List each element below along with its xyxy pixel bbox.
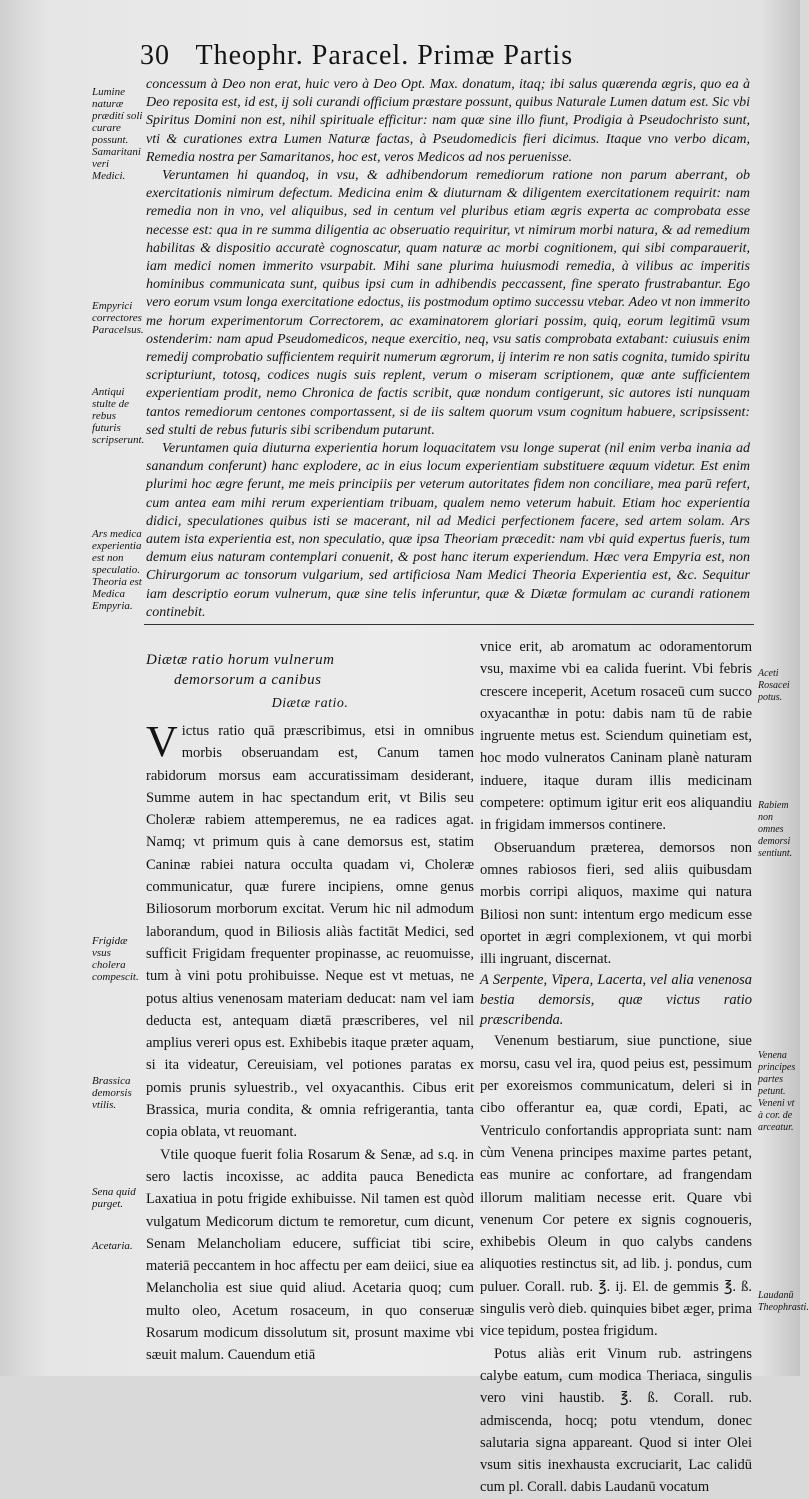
paragraph	[146, 717, 474, 1144]
margin-note: Aceti Rosacei potus.	[758, 668, 790, 703]
margin-note: Antiqui stulte de rebus futuris scripserunt.	[92, 386, 145, 446]
top-text-block	[146, 76, 750, 622]
section-divider	[144, 624, 754, 625]
margin-note: Lumine naturæ prædití soli curare possunt. Samaritani veri Medici.	[92, 86, 143, 182]
section-subheading: Diætæ ratio.	[271, 696, 349, 711]
section-subheading: A Serpente, Vipera, Lacerta, vel alia venenosa bestia demorsis, quæ victus ratio præscribenda.	[480, 972, 752, 1029]
margin-note: Sena quid purget.	[92, 1186, 136, 1210]
left-column	[146, 650, 474, 1367]
paragraph-text: ictus ratio quā præscribimus, etsi in omnibus morbis obseruandam est, Canum tamen rabidorum morsus eam accuratissimam desiderant, Summe autem in hac spectandum erit, vt Bilis seu Choleræ rabiem attemperemus, ne ea radices agat. Namq; vt primum quis à cane demorsus est, statim Caninæ rabiei natura occulta quadam vi, Choleræ communicatur, quæ furere incipiens, omne genus Biliosorum morborum excitat. Verum hic nil admodum laborandum, quod in Biliosis aliàs factitāt Medici, sed sufficit Frigidam frequenter propinasse, ac reuomuisse, tum à vini potu prohibuisse. Neque est vt metuas, ne potus altius venenosam materiam deducat: nam vel iam deducta est, antequam diætā præscriberes, vel nil amplius vereri opus est. Exhibebis itaque præter aquam, si ita videatur, Cereuisiam, vel potiones paratas ex pomis prunis syluestrib., vel oxyacanthis. Cibus erit Brassica, muria condita, & omnia refrigerantia, tanta copia oblata, vt reuomant.	[146, 723, 474, 1141]
margin-note: Rabiem non omnes demorsi sentiunt.	[758, 800, 793, 859]
paragraph: Venenum bestiarum, siue punctione, siue morsu, casu vel ira, quod peius est, pessimum per exoreismos communicatum, deleri si in cibo offerantur ea, quæ cordi, Epati, ac Ventriculo confortandis appropriata sunt: nam cùm Venena principes maxime partes petant, eas munire ac confortare, ad frangendam illorum malitiam necesse erit. Quare vbi venenum Cor petere ex signis cognoueris, exhibebis Oleum in quo calybs candens aliquoties restinctus sit, ad lib. j. pondus, cum puluer. Corall. rub. ℥. ij. El. de gemmis ℥. ß. singulis verò dieb. quinquies bibet æger, prima vice tepidum, postea frigidum.	[480, 1033, 752, 1340]
page-number: 30	[140, 40, 170, 71]
paragraph: Vtile quoque fuerit folia Rosarum & Senæ, ad s.q. in sero lactis incoxisse, ac addita pauca Benedicta Laxatiua in potu frigide exhibuisse. Nil tamen est quòd vulgatum Medicorum dictum te remoretur, cum dicunt, Senam Melancholiam educere, sufficiat tibi scire, materiā peccantem in hoc affectu per eam deiici, siue ea Melancholia est siue quid aliud. Acetaria quoq; cum multo oleo, Acetum rosaceum, in quo conseruæ Rosarum modicum dissolutum sit, prosunt maxime vbi sæuit malum. Cauendum etiā	[146, 1146, 474, 1364]
margin-note: Empyrici correctores Paracelsus.	[92, 300, 144, 336]
paragraph: Veruntamen hi quandoq, in vsu, & adhibendorum remediorum ratione non parum aberrant, ob exercitationis nimirum defectum. Medicina enim & diuturnam & diligentem exercitationem requirit: nam remedia non in vno, vel aliquibus, sed in centum vel pluribus etiam ægris experta ac comprobata esse necesse est: qua in re summa diligentia ac obseruatio requiritur, vt nimirum morbi natura, & ad remedium habilitas & dispositio accuratè cognoscatur, quam naturæ ac morbi cognitionem, qui sibi comparauerit, iam medici nomen immerito vsurpabit. Mihi sane plurima huiusmodi remedia, à vilibus ac imperitis hominibus communicata sunt, quibus ipsi cum in adhibendis peccassent, fine sperato frustrabantur. Ego vero eorum vsum longa exercitatione edoctus, iis postmodum optimo successu vtebar. Adeo vt non immerito me horum experimentorum Correctorem, ac examinatorem gloriari possim, quiq, eorum legitimū vsum ostenderim: nam apud Pseudomedicos, neque exercitio, neq, vsu satis comprobata extabant: cuiusuis enim remedij comprobatio sufficientem requirit numerum ægrorum, ij interim re non satis cognita, tumido spiritu scripturiunt, totosq, codices nugis suis replent, verum o miseram scriptionem, quæ ante sufficientem experientiam prodit, nemo Chronica de factis scribit, quæ nondum contigerunt, sic autores isti nunquam tantos remediorum centones comportassent, si de iis saltem quorum vsum cognitum habuere, scripsissent: sed stulti de rebus futuris sibi scribendum putarunt.	[146, 168, 750, 438]
paragraph: vnice erit, ab aromatum ac odoramentorum vsu, maxime vbi ea calida fuerint. Vbi febris crescere inceperit, Acetum rosaceū cum succo oxyacanthæ in potu: dabis nam tū de rabie ingruente metus est. Sciendum quinetiam est, hoc modo vulneratos Caninam planè naturam induere, itaque duram illis medicinam competere: optimum igitur erit eos aliquandiu in frigidam immersos continere.	[480, 639, 752, 834]
paragraph: Veruntamen quia diuturna experientia horum loquacitatem vsu longe superat (nil enim verba inania ad sanandum conferunt) hanc explodere, ac in eius locum experientiam substituere æquum videtur. Est enim plurimi hoc ægre ferunt, me meis principiis per veterum autoritates fidem non conciliare, mea parū refert, cum antea eam mihi rerum experientiam tribuam, qualem nemo veterum habuit. Etiam hoc experientia didici, speculationes quibus isti se macerant, nil ad Medici perfectionem facere, sed artem solam. Ars autem ista experientia est, non speculatio, quæ ipsa Theoriam præcedit: nam vbi quid expertus fueris, tum demum eius naturam contemplari conuenit, & post hanc iterum experiendum. Hæc vera Empyria est, non Chirurgorum ac tonsorum vulgarium, sed artificiosa Nam Medici Theoria Experientia est, &c. Sequitur iam descriptio eorum vulnerum, quæ sine telis inferuntur, quæ & Diætæ formulam ac curandi rationem continebit.	[146, 441, 750, 620]
section-heading-line: Diætæ ratio horum vulnerum	[146, 652, 335, 668]
margin-note: Ars medica experientia est non speculatio. Theoria est Medica Empyria.	[92, 528, 142, 612]
right-column	[480, 636, 752, 1499]
section-heading	[146, 650, 474, 690]
margin-note: Venena principes partes petunt. Veneni vt à cor. de arceatur.	[758, 1050, 796, 1133]
margin-note: Brassica demorsis vtilis.	[92, 1075, 132, 1111]
drop-cap: V	[146, 717, 178, 766]
paragraph: Potus aliàs erit Vinum rub. astringens calybe eatum, cum modica Theriaca, singulis vero vini haustib. ℥. ß. Corall. rub. admiscenda, hocq; potu vtendum, donec salutaria signa appareant. Quod si inter Olei vsum sitis inexhausta excruciarit, Lac calidū cum pl. Corall. dabis Laudanū vocatum	[480, 1345, 752, 1496]
section-heading-line: demorsorum a canibus	[174, 672, 322, 688]
margin-note: Frigidæ vsus cholera compescit.	[92, 935, 139, 983]
paragraph: concessum à Deo non erat, huic vero à Deo Opt. Max. donatum, itaq; ibi salus quærenda ægris, quo ea à Deo reposita est, id est, ij soli curandi officium præstare possunt, quibus Naturale Lumen datum est. Sic vbi Spiritus Domini non est, nihil spirituale efficitur: nam quæ sine illo fiunt, Prodigia à Pseudochristo sunt, vti & curationes extra Lumen Naturæ factas, à Pseudomedicis fieri dicimus. Itaque vno verbo dicam, Remedia nostra per Samaritanos, hoc est, veros Medicos ad nos peruenisse.	[146, 77, 750, 165]
margin-note: Laudanū Theophrasti.	[758, 1290, 809, 1313]
paragraph: Obseruandum præterea, demorsos non omnes rabiosos fieri, sed aliis quibusdam morbis corripi aliquos, maxime qui natura Biliosi non sunt: intentum ergo medicum esse oportet in ægri complexionem, vt qui morbi illi ingruant, discernat.	[480, 839, 752, 968]
running-title: Theophr. Paracel. Primæ Partis	[195, 40, 574, 71]
margin-note: Acetaria.	[92, 1240, 133, 1252]
